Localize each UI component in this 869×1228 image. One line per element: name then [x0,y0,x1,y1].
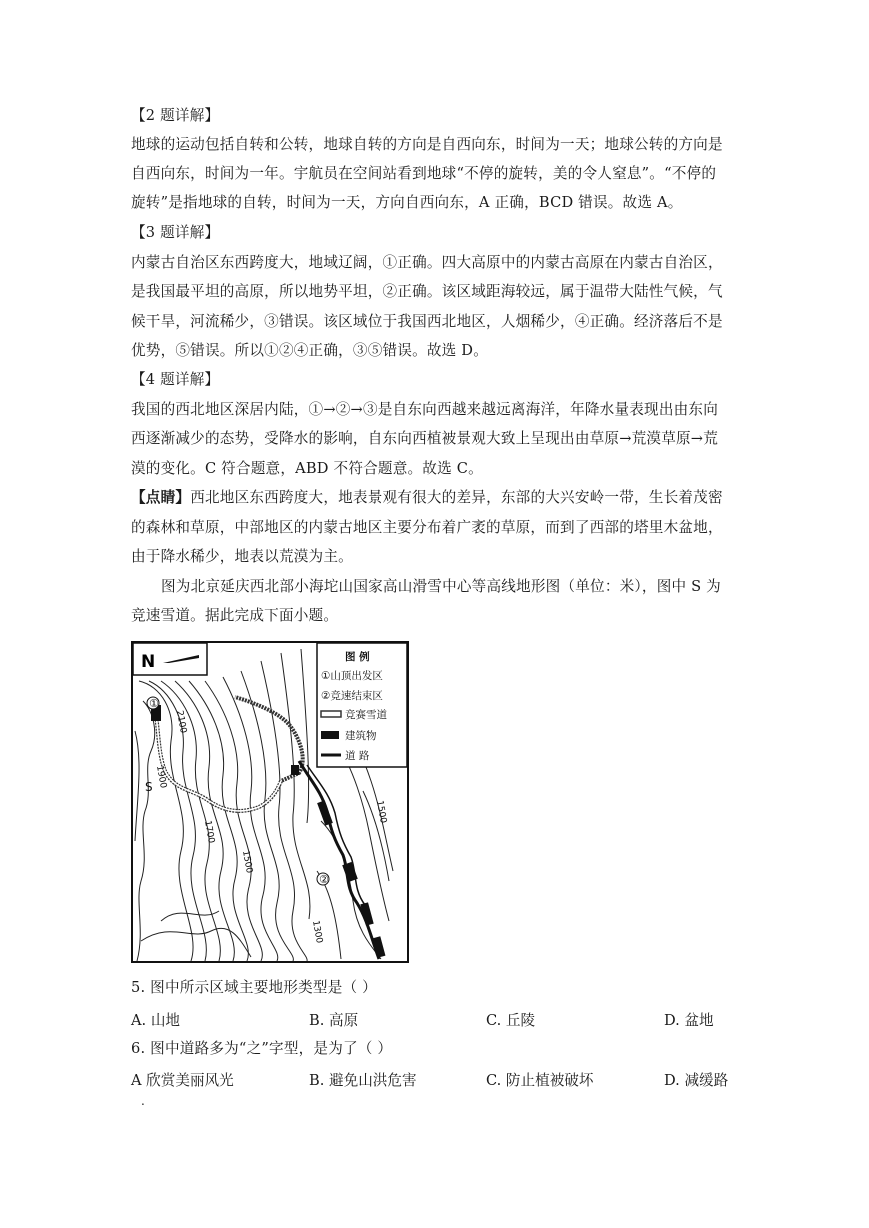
legend-item-4: 建筑物 [345,730,377,742]
dianjing-text-1: 西北地区东西跨度大，地表景观有很大的差异，东部的大兴安岭一带，生长着茂密 [190,489,723,506]
q6-option-b[interactable]: B. 避免山洪危害 [309,1072,417,1089]
contour-map [131,641,409,963]
q4-line-2: 西逐渐减少的态势，受降水的影响，自东向西植被景观大致上呈现出由草原→荒漠草原→荒 [131,430,719,447]
dianjing-line-3: 由于降水稀少，地表以荒漠为主。 [131,548,353,565]
q2-line-2: 自西向东，时间为一年。宇航员在空间站看到地球“不停的旋转，美的令人窒息”。“不停的 [131,165,717,182]
q2-line-1: 地球的运动包括自转和公转，地球自转的方向是自西向东，时间为一天；地球公转的方向是 [131,136,723,153]
dianjing-label: 【点睛】 [131,489,191,506]
marker-1: ① [149,697,159,710]
legend-item-5: 道 路 [345,750,370,762]
dianjing-line-1 [131,488,737,508]
legend-item-3: 竞赛雪道 [345,709,387,721]
q6-stem: 6. 图中道路多为“之”字型，是为了（ ） [131,1040,393,1057]
contour-label-1500b: 1500 [374,799,388,825]
marker-s: S [145,780,153,794]
contour-label-1300: 1300 [310,919,324,945]
contour-label-1700: 1700 [202,819,216,845]
north-label: N [141,652,156,672]
contour-label-2100: 2100 [174,709,188,735]
q4-heading: 【4 题详解】 [131,371,220,388]
q3-line-1: 内蒙古自治区东西跨度大，地域辽阔，①正确。四大高原中的内蒙古高原在内蒙古自治区， [131,254,723,271]
q4-line-3: 漠的变化。C 符合题意，ABD 不符合题意。故选 C。 [131,460,483,477]
map-legend [317,643,407,767]
q5-option-d[interactable]: D. 盆地 [664,1012,714,1029]
legend-item-1: ①山顶出发区 [321,670,383,682]
q6-option-d[interactable]: D. 减缓路 [664,1072,729,1089]
legend-item-2: ②竞速结束区 [321,690,383,702]
q5-option-a[interactable]: A. 山地 [131,1012,181,1029]
q6-option-a[interactable]: A 欣赏美丽风光 [131,1072,234,1089]
marker-2: ② [319,873,329,886]
q6-option-c[interactable]: C. 防止植被破坏 [486,1072,594,1089]
trailing-dot: . [141,1094,145,1108]
intro-line-1: 图为北京延庆西北部小海坨山国家高山滑雪中心等高线地形图（单位：米），图中 S 为 [161,578,721,595]
contour-label-1500a: 1500 [240,849,254,875]
legend-title: 图 例 [345,651,370,663]
q3-heading: 【3 题详解】 [131,224,220,241]
q3-line-2: 是我国最平坦的高原，所以地势平坦，②正确。该区域距海较远，属于温带大陆性气候，气 [131,283,723,300]
q5-stem: 5. 图中所示区域主要地形类型是（ ） [131,979,377,996]
q4-line-1: 我国的西北地区深居内陆，①→②→③是自东向西越来越远离海洋，年降水量表现出由东向 [131,401,719,418]
q3-line-3: 候干旱，河流稀少，③错误。该区域位于我国西北地区，人烟稀少，④正确。经济落后不是 [131,313,723,330]
q2-line-3: 旋转”是指地球的自转，时间为一天，方向自西向东，A 正确，BCD 错误。故选 A。 [131,194,683,211]
contour-label-1900: 1900 [154,764,168,790]
dianjing-line-2: 的森林和草原，中部地区的内蒙古地区主要分布着广袤的草原，而到了西部的塔里木盆地， [131,519,723,536]
north-arrow-icon [133,643,207,675]
q5-option-b[interactable]: B. 高原 [309,1012,359,1029]
q3-line-4: 优势，⑤错误。所以①②④正确，③⑤错误。故选 D。 [131,342,488,359]
q2-heading: 【2 题详解】 [131,107,220,124]
q5-option-c[interactable]: C. 丘陵 [486,1012,536,1029]
intro-line-2: 竞速雪道。据此完成下面小题。 [131,607,339,624]
